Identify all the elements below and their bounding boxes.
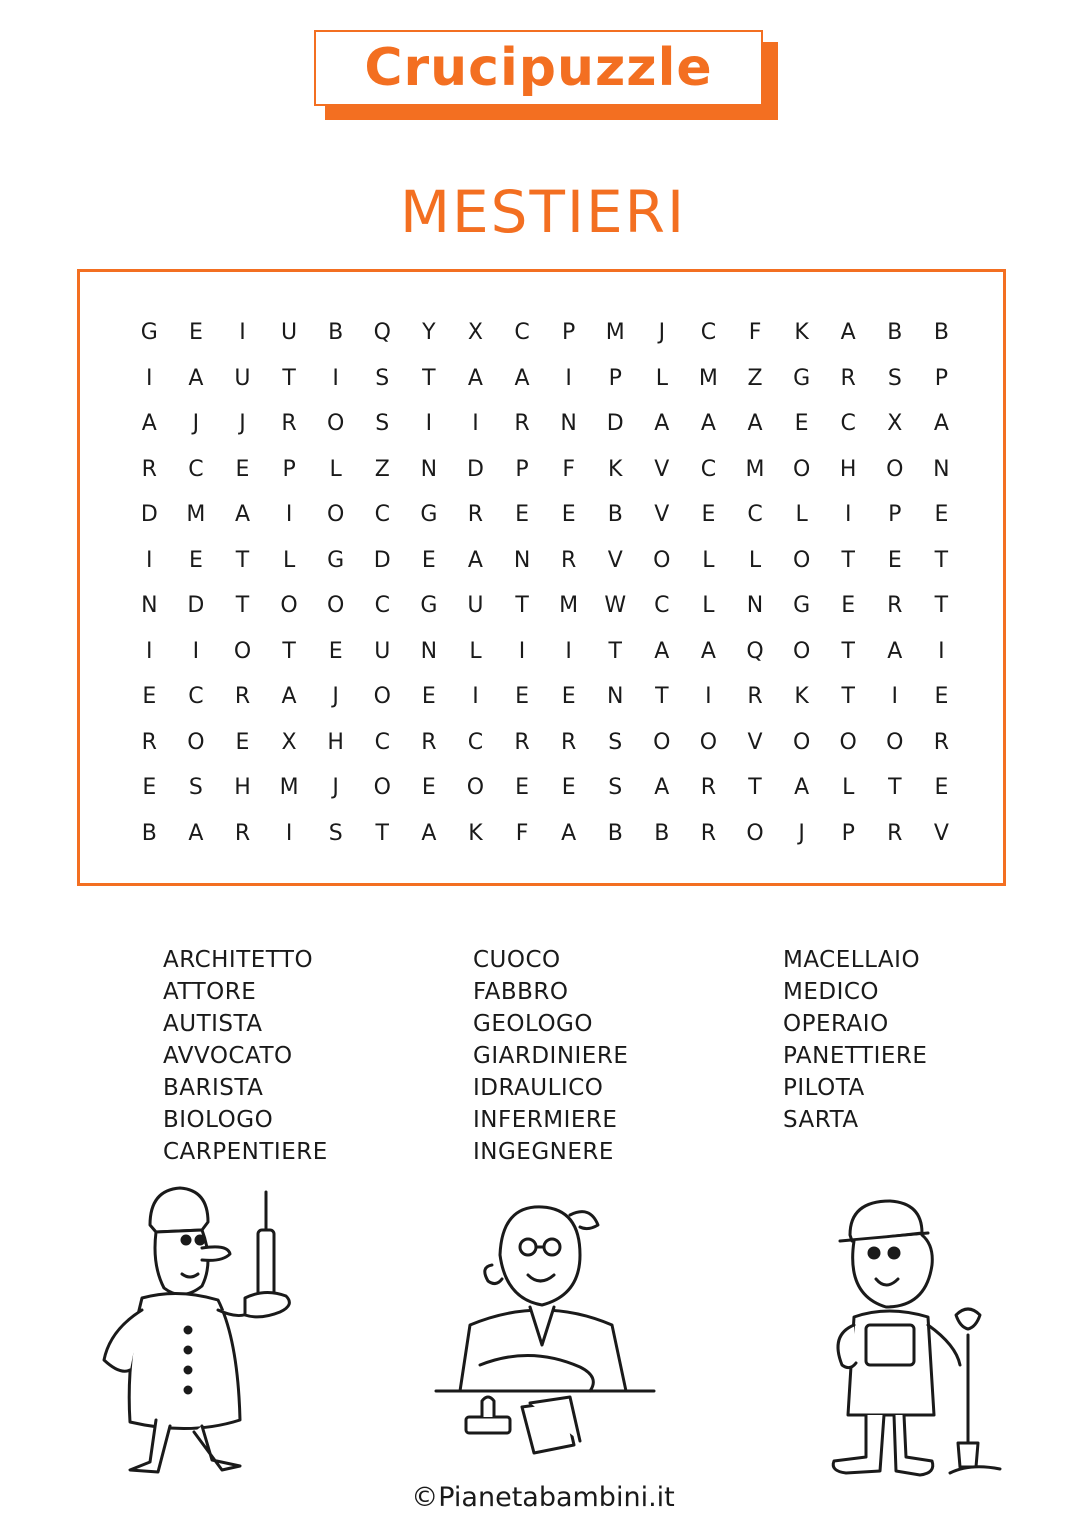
grid-cell[interactable]: R — [747, 684, 763, 710]
grid-cell[interactable]: I — [565, 365, 572, 391]
page-title: MESTIERI — [399, 178, 687, 246]
grid-cell[interactable]: C — [700, 456, 717, 482]
grid-cell[interactable]: N — [933, 456, 950, 482]
copyright-symbol: © — [411, 1482, 439, 1513]
grid-cell[interactable]: O — [373, 684, 391, 710]
grid-cell[interactable]: A — [514, 365, 530, 391]
grid-cell[interactable]: A — [700, 411, 716, 437]
grid-cell[interactable]: O — [466, 775, 485, 801]
grid-cell[interactable]: G — [793, 593, 811, 619]
grid-cell[interactable]: J — [332, 684, 339, 710]
word-item: MACELLAIO — [783, 947, 921, 973]
grid-cell[interactable]: R — [467, 502, 484, 528]
grid-cell[interactable]: A — [794, 775, 810, 801]
grid-cell[interactable]: V — [607, 547, 623, 573]
grid-cell[interactable]: E — [934, 684, 949, 710]
grid-cell[interactable]: L — [795, 502, 808, 528]
grid-cell[interactable]: E — [421, 775, 436, 801]
grid-cell[interactable]: J — [192, 411, 200, 437]
grid-cell[interactable]: L — [282, 547, 296, 573]
site-name: Pianetabambini.it — [438, 1482, 675, 1513]
grid-cell[interactable]: M — [186, 502, 206, 528]
grid-cell[interactable]: P — [888, 502, 902, 528]
grid-cell[interactable]: L — [469, 638, 482, 664]
grid-cell[interactable]: L — [655, 365, 668, 391]
grid-cell[interactable]: C — [374, 729, 390, 755]
word-item: MEDICO — [783, 979, 880, 1005]
grid-cell[interactable]: A — [747, 411, 763, 437]
word-item: PILOTA — [783, 1075, 865, 1101]
grid-cell[interactable]: P — [608, 365, 622, 391]
grid-cell[interactable]: F — [748, 320, 762, 346]
grid-cell[interactable]: M — [698, 365, 718, 391]
grid-cell[interactable]: K — [794, 320, 809, 346]
grid-cell[interactable]: A — [840, 320, 856, 346]
grid-cell[interactable]: O — [699, 729, 718, 755]
grid-cell[interactable]: U — [281, 320, 298, 346]
grid-cell[interactable]: E — [188, 547, 203, 573]
grid-cell[interactable]: E — [934, 502, 949, 528]
letter-grid — [126, 310, 965, 856]
grid-cell[interactable]: G — [420, 593, 438, 619]
grid-cell[interactable]: A — [887, 638, 903, 664]
grid-cell[interactable]: B — [328, 320, 344, 346]
grid-cell[interactable]: E — [421, 547, 436, 573]
grid-cell[interactable]: I — [146, 547, 153, 573]
grid-cell[interactable]: P — [282, 456, 296, 482]
grid-cell[interactable]: A — [654, 775, 670, 801]
construction-worker-illustration — [810, 1195, 1010, 1485]
grid-cell[interactable]: T — [748, 775, 762, 801]
grid-cell[interactable]: E — [794, 411, 809, 437]
grid-cell[interactable]: N — [560, 411, 577, 437]
grid-cell[interactable]: N — [420, 638, 438, 664]
grid-cell[interactable]: T — [841, 547, 855, 573]
grid-cell[interactable]: T — [422, 365, 436, 391]
grid-cell[interactable]: T — [282, 365, 296, 391]
grid-cell[interactable]: A — [654, 638, 670, 664]
grid-cell[interactable]: T — [282, 638, 296, 664]
grid-cell[interactable]: O — [233, 638, 252, 664]
grid-cell[interactable]: J — [658, 320, 666, 346]
grid-cell[interactable]: E — [561, 684, 576, 710]
grid-cell[interactable]: E — [515, 775, 529, 801]
grid-cell[interactable]: S — [608, 775, 623, 801]
grid-cell[interactable]: U — [234, 365, 251, 391]
grid-cell[interactable]: E — [561, 775, 576, 801]
word-item: AUTISTA — [163, 1011, 263, 1037]
word-item: GIARDINIERE — [473, 1043, 629, 1069]
grid-cell[interactable]: U — [467, 593, 484, 619]
grid-cell[interactable]: Z — [374, 456, 390, 482]
grid-cell[interactable]: D — [187, 593, 205, 619]
grid-cell[interactable]: K — [794, 684, 809, 710]
grid-cell[interactable]: L — [702, 593, 715, 619]
grid-cell[interactable]: C — [374, 593, 390, 619]
grid-cell[interactable]: R — [887, 820, 903, 846]
grid-cell[interactable]: C — [188, 684, 204, 710]
grid-cell[interactable]: R — [281, 411, 297, 437]
grid-cell[interactable]: C — [654, 593, 670, 619]
grid-cell[interactable]: Q — [373, 320, 391, 346]
grid-cell[interactable]: L — [329, 456, 342, 482]
grid-cell[interactable]: B — [607, 502, 623, 528]
grid-cell[interactable]: M — [605, 320, 625, 346]
grid-cell[interactable]: E — [841, 593, 856, 619]
grid-cell[interactable]: L — [702, 547, 715, 573]
grid-cell[interactable]: O — [187, 729, 205, 755]
grid-cell[interactable]: R — [560, 547, 577, 573]
grid-cell[interactable]: N — [607, 684, 624, 710]
grid-cell[interactable]: I — [192, 638, 200, 664]
grid-cell[interactable]: J — [332, 775, 339, 801]
grid-cell[interactable]: F — [515, 820, 529, 846]
grid-cell[interactable]: O — [327, 593, 345, 619]
grid-cell[interactable]: E — [515, 502, 529, 528]
grid-cell[interactable]: I — [518, 638, 526, 664]
grid-cell[interactable]: O — [792, 456, 811, 482]
grid-cell[interactable]: I — [146, 638, 153, 664]
grid-cell[interactable]: I — [332, 365, 339, 391]
word-list-column-1 — [163, 944, 328, 1168]
grid-cell[interactable]: R — [700, 820, 717, 846]
grid-cell[interactable]: H — [234, 775, 251, 801]
grid-cell[interactable]: T — [655, 684, 669, 710]
grid-cell[interactable]: B — [887, 320, 903, 346]
grid-cell[interactable]: Z — [747, 365, 763, 391]
word-item: GEOLOGO — [473, 1011, 593, 1037]
grid-cell[interactable]: T — [934, 547, 949, 573]
word-item: BARISTA — [163, 1075, 264, 1101]
grid-cell[interactable]: D — [140, 502, 158, 528]
grid-cell[interactable]: S — [328, 820, 343, 846]
grid-cell[interactable]: C — [188, 456, 204, 482]
grid-cell[interactable]: R — [141, 456, 157, 482]
grid-cell[interactable]: O — [653, 547, 671, 573]
grid-cell[interactable]: R — [700, 775, 717, 801]
grid-cell[interactable]: P — [562, 320, 576, 346]
grid-cell[interactable]: O — [886, 456, 904, 482]
grid-cell[interactable]: I — [285, 820, 293, 846]
word-item: PANETTIERE — [783, 1043, 928, 1069]
grid-cell[interactable]: O — [886, 729, 904, 755]
grid-cell[interactable]: D — [606, 411, 624, 437]
word-item: SARTA — [783, 1107, 859, 1133]
grid-cell[interactable]: R — [141, 729, 157, 755]
grid-cell[interactable]: Y — [422, 320, 436, 346]
grid-cell[interactable]: S — [887, 365, 902, 391]
grid-cell[interactable]: F — [562, 456, 575, 482]
grid-cell[interactable]: E — [561, 502, 576, 528]
grid-cell[interactable]: T — [235, 593, 250, 619]
grid-cell[interactable]: O — [373, 775, 391, 801]
grid-cell[interactable]: T — [934, 593, 949, 619]
grid-cell[interactable]: P — [841, 820, 855, 846]
grid-cell[interactable]: R — [887, 593, 903, 619]
grid-cell[interactable]: I — [239, 320, 246, 346]
grid-cell[interactable]: O — [327, 502, 345, 528]
word-list-column-3 — [783, 944, 927, 1136]
grid-cell[interactable]: J — [239, 411, 246, 437]
grid-cell[interactable]: I — [844, 502, 852, 528]
grid-cell[interactable]: O — [792, 729, 811, 755]
word-item: IDRAULICO — [473, 1075, 604, 1101]
grid-cell[interactable]: A — [188, 820, 204, 846]
grid-cell[interactable]: A — [141, 411, 157, 437]
grid-cell[interactable]: B — [933, 320, 949, 346]
grid-cell[interactable]: E — [934, 775, 949, 801]
grid-cell[interactable]: A — [188, 365, 204, 391]
grid-cell[interactable]: E — [515, 684, 529, 710]
grid-cell[interactable]: I — [472, 684, 479, 710]
grid-cell[interactable]: E — [701, 502, 716, 528]
grid-cell[interactable]: H — [839, 456, 857, 482]
grid-cell[interactable]: T — [235, 547, 250, 573]
footer-credit — [0, 1482, 1086, 1513]
grid-cell[interactable]: C — [374, 502, 390, 528]
grid-cell[interactable]: X — [887, 411, 903, 437]
word-item: INFERMIERE — [473, 1107, 618, 1133]
grid-cell[interactable]: R — [421, 729, 437, 755]
grid-cell[interactable]: R — [234, 820, 251, 846]
grid-cell[interactable]: I — [472, 411, 479, 437]
word-item: FABBRO — [473, 979, 569, 1005]
word-item: ARCHITETTO — [163, 947, 314, 973]
grid-cell[interactable]: C — [514, 320, 530, 346]
grid-cell[interactable]: O — [746, 820, 764, 846]
grid-cell[interactable]: B — [654, 820, 670, 846]
word-item: CARPENTIERE — [163, 1139, 328, 1165]
grid-cell[interactable]: B — [141, 820, 157, 846]
grid-cell[interactable]: V — [747, 729, 763, 755]
grid-cell[interactable]: R — [933, 729, 950, 755]
grid-cell[interactable]: J — [798, 820, 805, 846]
grid-cell[interactable]: I — [938, 638, 945, 664]
grid-cell[interactable]: V — [654, 502, 670, 528]
doctor-illustration — [90, 1170, 310, 1480]
grid-cell[interactable]: L — [748, 547, 762, 573]
grid-cell[interactable]: A — [234, 502, 251, 528]
grid-cell[interactable]: H — [327, 729, 344, 755]
grid-cell[interactable]: S — [375, 411, 390, 437]
grid-cell[interactable]: O — [792, 638, 811, 664]
grid-cell[interactable]: D — [373, 547, 391, 573]
grid-cell[interactable]: R — [560, 729, 577, 755]
grid-cell[interactable]: M — [559, 593, 579, 619]
grid-cell[interactable]: Q — [746, 638, 764, 664]
grid-cell[interactable]: A — [561, 820, 577, 846]
grid-cell[interactable]: T — [515, 593, 529, 619]
grid-cell[interactable]: K — [608, 456, 623, 482]
title-badge: Crucipuzzle — [314, 30, 763, 106]
office-worker-illustration — [430, 1195, 660, 1465]
grid-cell[interactable]: E — [235, 729, 250, 755]
grid-cell[interactable]: C — [700, 320, 717, 346]
grid-cell[interactable]: R — [514, 729, 530, 755]
grid-cell[interactable]: O — [653, 729, 671, 755]
grid-cell[interactable]: S — [608, 729, 623, 755]
word-item: ATTORE — [163, 979, 257, 1005]
grid-cell[interactable]: A — [700, 638, 716, 664]
grid-cell[interactable]: T — [888, 775, 902, 801]
grid-cell[interactable]: A — [281, 684, 297, 710]
grid-cell[interactable]: V — [933, 820, 949, 846]
grid-cell[interactable]: I — [285, 502, 293, 528]
grid-cell[interactable]: I — [705, 684, 712, 710]
grid-cell[interactable]: A — [467, 365, 483, 391]
grid-cell[interactable]: A — [933, 411, 949, 437]
grid-cell[interactable]: L — [842, 775, 855, 801]
grid-cell[interactable]: U — [374, 638, 391, 664]
grid-cell[interactable]: G — [420, 502, 438, 528]
word-item: OPERAIO — [783, 1011, 889, 1037]
grid-cell[interactable]: R — [840, 365, 856, 391]
grid-cell[interactable]: O — [280, 593, 298, 619]
grid-cell[interactable]: T — [608, 638, 622, 664]
grid-cell[interactable]: E — [328, 638, 343, 664]
grid-cell[interactable]: E — [188, 320, 203, 346]
grid-cell[interactable]: P — [934, 365, 949, 391]
grid-cell[interactable]: G — [327, 547, 345, 573]
grid-cell[interactable]: A — [467, 547, 483, 573]
grid-cell[interactable]: X — [281, 729, 297, 755]
grid-cell[interactable]: T — [841, 684, 855, 710]
grid-cell[interactable]: N — [420, 456, 438, 482]
grid-cell[interactable]: A — [654, 411, 670, 437]
grid-cell[interactable]: N — [141, 593, 158, 619]
grid-cell[interactable]: O — [792, 547, 811, 573]
grid-cell[interactable]: C — [840, 411, 856, 437]
grid-cell[interactable]: N — [513, 547, 531, 573]
grid-cell[interactable]: O — [327, 411, 345, 437]
grid-cell[interactable]: S — [188, 775, 203, 801]
grid-cell[interactable]: G — [140, 320, 158, 346]
word-list-column-2 — [473, 944, 628, 1168]
grid-cell[interactable]: C — [747, 502, 763, 528]
grid-cell[interactable]: I — [891, 684, 899, 710]
grid-cell[interactable]: M — [279, 775, 299, 801]
grid-cell[interactable]: A — [421, 820, 437, 846]
grid-cell[interactable]: E — [887, 547, 902, 573]
word-item: INGEGNERE — [473, 1139, 614, 1165]
grid-cell[interactable]: E — [421, 684, 436, 710]
grid-cell[interactable]: K — [468, 820, 483, 846]
grid-cell[interactable]: G — [793, 365, 811, 391]
grid-cell[interactable]: V — [654, 456, 670, 482]
grid-cell[interactable]: T — [841, 638, 855, 664]
grid-cell[interactable]: E — [142, 775, 157, 801]
grid-cell[interactable]: I — [425, 411, 433, 437]
grid-cell[interactable]: D — [466, 456, 484, 482]
grid-cell[interactable]: N — [746, 593, 764, 619]
grid-cell[interactable]: R — [234, 684, 251, 710]
grid-cell[interactable]: O — [839, 729, 857, 755]
grid-cell[interactable]: T — [375, 820, 389, 846]
word-item: CUOCO — [473, 947, 561, 973]
grid-cell[interactable]: M — [745, 456, 765, 482]
grid-cell[interactable]: I — [146, 365, 153, 391]
grid-cell[interactable]: S — [375, 365, 390, 391]
grid-cell[interactable]: C — [467, 729, 484, 755]
grid-cell[interactable]: X — [467, 320, 483, 346]
grid-cell[interactable]: E — [235, 456, 250, 482]
grid-cell[interactable]: I — [565, 638, 572, 664]
word-item: BIOLOGO — [163, 1107, 274, 1133]
grid-cell[interactable]: E — [142, 684, 157, 710]
word-item: AVVOCATO — [163, 1043, 293, 1069]
grid-cell[interactable]: B — [607, 820, 623, 846]
grid-cell[interactable]: W — [604, 593, 627, 619]
grid-cell[interactable]: R — [514, 411, 530, 437]
grid-cell[interactable]: P — [515, 456, 529, 482]
